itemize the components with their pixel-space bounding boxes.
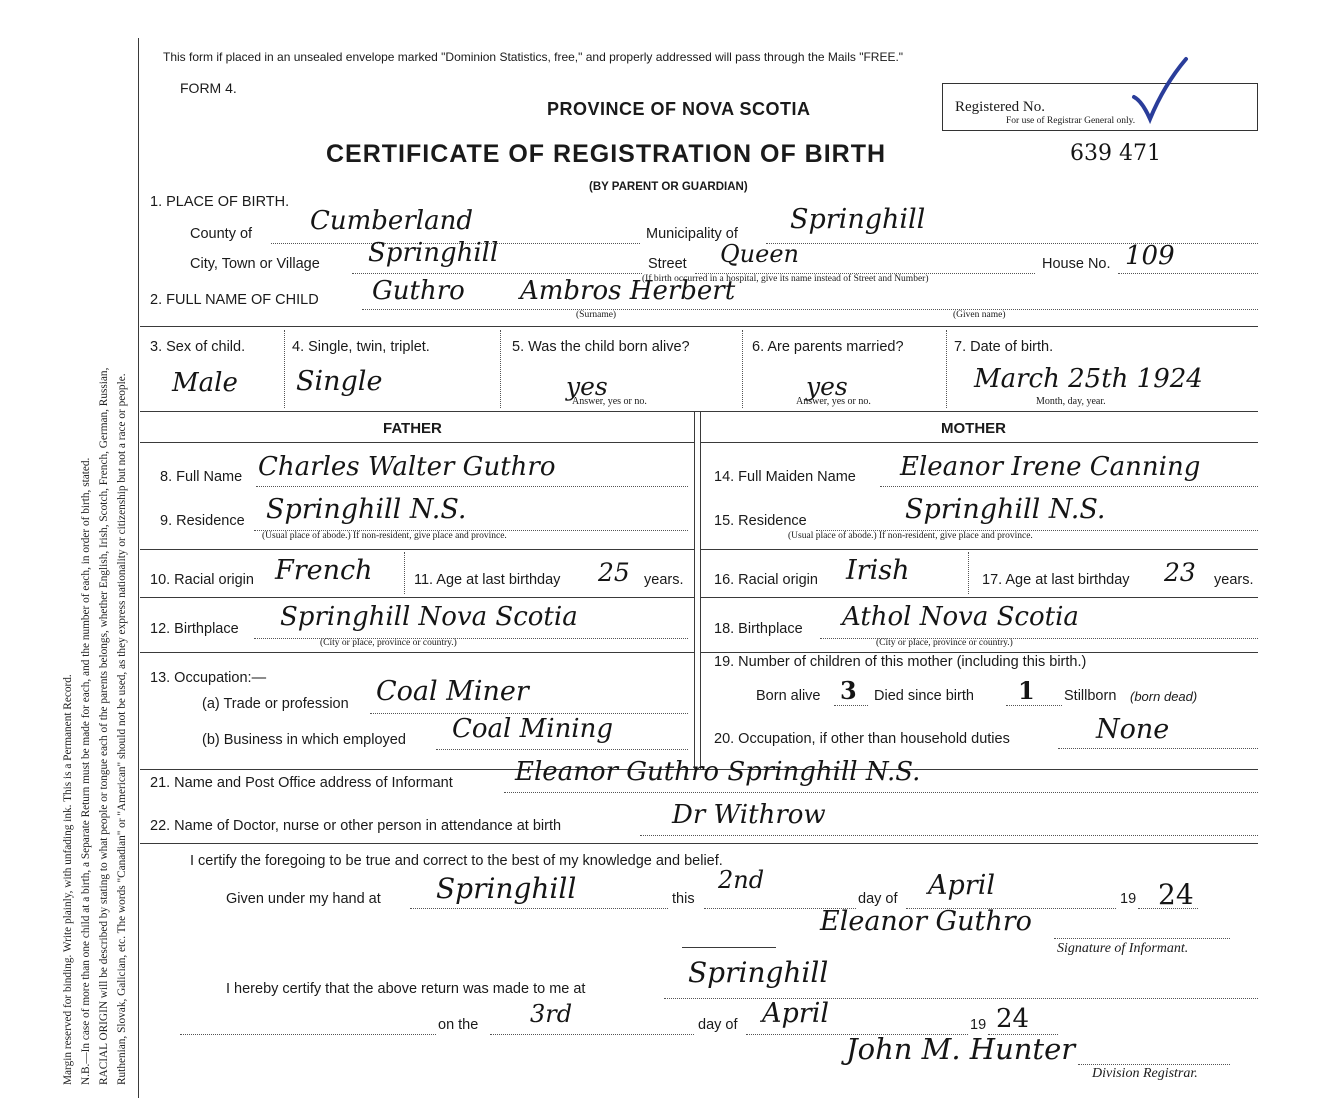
father-birthplace-label: 12. Birthplace bbox=[150, 621, 239, 637]
house-number-value: 109 bbox=[1125, 241, 1175, 271]
child-given-name-value: Ambros Herbert bbox=[520, 276, 736, 306]
certificate-title: CERTIFICATE OF REGISTRATION OF BIRTH bbox=[326, 140, 887, 168]
informant-label: 21. Name and Post Office address of Informant bbox=[150, 775, 453, 791]
margin-note-racial-origin: RACIAL ORIGIN will be described by stating to what people or tongue each of the parents belongs, whether English, Irish, Scotch, French, German, Russian, bbox=[98, 367, 110, 1085]
mother-birthplace-value: Athol Nova Scotia bbox=[842, 602, 1079, 632]
informant-signature: Eleanor Guthro bbox=[820, 906, 1032, 937]
father-heading: FATHER bbox=[383, 420, 442, 437]
parents-married-value: yes bbox=[806, 372, 848, 401]
place-of-birth-label: 1. PLACE OF BIRTH. bbox=[150, 194, 290, 210]
mother-name-label: 14. Full Maiden Name bbox=[714, 469, 856, 485]
sex-label: 3. Sex of child. bbox=[150, 339, 246, 355]
street-note: (If birth occurred in a hospital, give its name instead of Street and Number) bbox=[642, 274, 929, 284]
city-value: Springhill bbox=[368, 238, 499, 268]
given-name-note: (Given name) bbox=[953, 310, 1006, 320]
stillborn-note: (born dead) bbox=[1130, 689, 1198, 704]
date-of-birth-note: Month, day, year. bbox=[1036, 396, 1106, 407]
given-place-value: Springhill bbox=[436, 872, 577, 905]
father-residence-value: Springhill N.S. bbox=[266, 494, 467, 525]
street-value: Queen bbox=[720, 240, 799, 268]
mother-racial-origin-label: 16. Racial origin bbox=[714, 572, 818, 588]
given-month-value: April bbox=[928, 870, 995, 901]
surname-note: (Surname) bbox=[576, 310, 617, 320]
stillborn-label: Stillborn bbox=[1064, 688, 1117, 704]
informant-value: Eleanor Guthro Springhill N.S. bbox=[515, 757, 921, 787]
mother-birthplace-note: (City or place, province or country.) bbox=[876, 638, 1013, 648]
born-alive-value: yes bbox=[566, 372, 608, 401]
registrar-year-value: 24 bbox=[996, 1004, 1030, 1034]
given-this-label: this bbox=[672, 891, 695, 907]
mother-occupation-label: 20. Occupation, if other than household duties bbox=[714, 731, 1010, 747]
mother-birthplace-label: 18. Birthplace bbox=[714, 621, 803, 637]
father-birthplace-value: Springhill Nova Scotia bbox=[280, 602, 578, 632]
registrar-day-value: 3rd bbox=[530, 1000, 573, 1028]
registrar-signature: John M. Hunter bbox=[846, 1032, 1076, 1066]
date-of-birth-label: 7. Date of birth. bbox=[954, 339, 1054, 355]
margin-note-multiple-births: N.B.—In case of more than one child at a birth, a Separate Return must be made for each, and the number of each, in order of birth, stated. bbox=[80, 457, 92, 1085]
registered-number-label: Registered No. bbox=[955, 99, 1045, 115]
father-racial-origin-value: French bbox=[275, 555, 373, 586]
mother-age-value: 23 bbox=[1164, 558, 1196, 587]
child-name-label: 2. FULL NAME OF CHILD bbox=[150, 292, 319, 308]
given-year-value: 24 bbox=[1158, 878, 1194, 911]
margin-note-binding: Margin reserved for binding. Write plainly, with unfading ink. This is a Permanent Record. bbox=[62, 674, 74, 1085]
certificate-subtitle: (BY PARENT OR GUARDIAN) bbox=[589, 181, 748, 193]
sex-value: Male bbox=[172, 368, 238, 398]
given-day-of-label: day of bbox=[858, 891, 898, 907]
registrar-statement: I hereby certify that the above return was made to me at bbox=[226, 981, 586, 997]
occupation-label: 13. Occupation:— bbox=[150, 670, 267, 686]
registrar-place-value: Springhill bbox=[688, 956, 829, 989]
business-label: (b) Business in which employed bbox=[202, 732, 406, 748]
registrar-on-the-label: on the bbox=[438, 1017, 479, 1033]
born-alive-note: Answer, yes or no. bbox=[572, 396, 647, 407]
doctor-label: 22. Name of Doctor, nurse or other person in attendance at birth bbox=[150, 818, 562, 834]
municipality-value: Springhill bbox=[790, 204, 926, 235]
father-name-label: 8. Full Name bbox=[160, 469, 243, 485]
father-name-value: Charles Walter Guthro bbox=[258, 452, 556, 482]
municipality-label: Municipality of bbox=[646, 226, 738, 242]
mother-name-value: Eleanor Irene Canning bbox=[900, 452, 1201, 482]
plurality-label: 4. Single, twin, triplet. bbox=[292, 339, 430, 355]
trade-label: (a) Trade or profession bbox=[202, 696, 349, 712]
mother-age-label: 17. Age at last birthday bbox=[982, 572, 1130, 588]
registrar-year-prefix: 19 bbox=[970, 1017, 987, 1033]
registrar-general-note: For use of Registrar General only. bbox=[1006, 116, 1136, 126]
house-number-label: House No. bbox=[1042, 256, 1111, 272]
born-alive-count-label: Born alive bbox=[756, 688, 821, 704]
father-residence-note: (Usual place of abode.) If non-resident, give place and province. bbox=[262, 531, 507, 541]
father-residence-label: 9. Residence bbox=[160, 513, 245, 529]
born-alive-count-value: 3 bbox=[840, 676, 857, 705]
father-age-value: 25 bbox=[598, 558, 630, 587]
doctor-value: Dr Withrow bbox=[672, 800, 826, 830]
children-count-label: 19. Number of children of this mother (including this birth.) bbox=[714, 654, 1087, 670]
certification-statement: I certify the foregoing to be true and correct to the best of my knowledge and belief. bbox=[190, 853, 723, 869]
mother-occupation-value: None bbox=[1096, 714, 1170, 745]
mother-residence-note: (Usual place of abode.) If non-resident, give place and province. bbox=[788, 531, 1033, 541]
father-racial-origin-label: 10. Racial origin bbox=[150, 572, 254, 588]
father-age-label: 11. Age at last birthday bbox=[414, 572, 561, 588]
street-label: Street bbox=[648, 256, 687, 272]
father-birthplace-note: (City or place, province or country.) bbox=[320, 638, 457, 648]
blue-check-mark-icon bbox=[1130, 55, 1190, 130]
margin-note-racial-origin-cont: Ruthenian, Slovak, Galician, etc. The words "Canadian" or "American" should not be used, as they express nationality or citizenship but not a race or people. bbox=[116, 373, 128, 1085]
county-value: Cumberland bbox=[310, 206, 473, 236]
died-since-birth-value: 1 bbox=[1018, 676, 1035, 705]
parents-married-label: 6. Are parents married? bbox=[752, 339, 904, 355]
city-label: City, Town or Village bbox=[190, 256, 320, 272]
division-registrar-label: Division Registrar. bbox=[1092, 1066, 1198, 1081]
mother-age-unit: years. bbox=[1214, 572, 1254, 588]
born-alive-label: 5. Was the child born alive? bbox=[512, 339, 690, 355]
mother-heading: MOTHER bbox=[941, 420, 1006, 437]
registrar-month-value: April bbox=[762, 998, 829, 1029]
given-day-value: 2nd bbox=[718, 866, 765, 894]
informant-signature-label: Signature of Informant. bbox=[1057, 941, 1189, 956]
margin-rule bbox=[138, 38, 139, 1098]
mother-residence-label: 15. Residence bbox=[714, 513, 807, 529]
parents-married-note: Answer, yes or no. bbox=[796, 396, 871, 407]
county-label: County of bbox=[190, 226, 253, 242]
father-age-unit: years. bbox=[644, 572, 684, 588]
mail-notice: This form if placed in an unsealed envelope marked "Dominion Statistics, free," and properly addressed will pass through the Mails "FREE." bbox=[163, 50, 904, 64]
given-year-prefix: 19 bbox=[1120, 891, 1137, 907]
given-under-hand-label: Given under my hand at bbox=[226, 891, 381, 907]
province-heading: PROVINCE OF NOVA SCOTIA bbox=[547, 99, 811, 119]
business-value: Coal Mining bbox=[452, 714, 614, 744]
child-surname-value: Guthro bbox=[372, 276, 465, 306]
died-since-birth-label: Died since birth bbox=[874, 688, 974, 704]
registrar-day-of-label: day of bbox=[698, 1017, 738, 1033]
form-number: FORM 4. bbox=[180, 80, 237, 96]
plurality-value: Single bbox=[296, 366, 383, 397]
trade-value: Coal Miner bbox=[376, 676, 529, 707]
date-of-birth-value: March 25th 1924 bbox=[974, 364, 1203, 394]
mother-residence-value: Springhill N.S. bbox=[905, 494, 1106, 525]
mother-racial-origin-value: Irish bbox=[846, 555, 910, 586]
registration-number: 639 471 bbox=[1070, 141, 1161, 166]
